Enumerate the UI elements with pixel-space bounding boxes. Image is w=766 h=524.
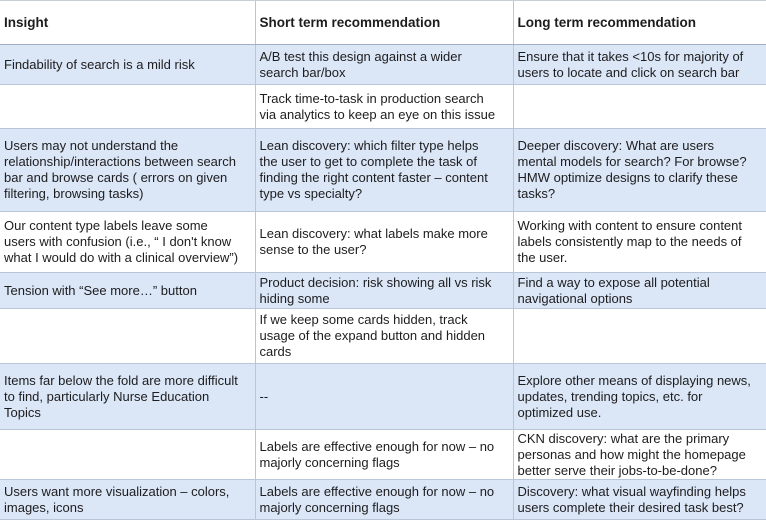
table-row xyxy=(0,212,766,273)
short-term-cell: Lean discovery: what labels make more sense to the user? xyxy=(255,212,513,273)
column-header-short-term: Short term recommendation xyxy=(255,1,513,45)
insight-cell xyxy=(0,85,255,129)
table-row xyxy=(0,364,766,430)
insight-cell xyxy=(0,309,255,364)
table-row xyxy=(0,85,766,129)
table-row xyxy=(0,129,766,212)
header-row xyxy=(0,1,766,45)
insight-cell: Users may not understand the relationship/interactions between search bar and browse cards ( errors on given filtering, browsing tasks) xyxy=(0,129,255,212)
insight-cell: Users want more visualization – colors, images, icons xyxy=(0,480,255,520)
short-term-cell: Track time-to-task in production search via analytics to keep an eye on this issue xyxy=(255,85,513,129)
insight-cell xyxy=(0,430,255,480)
table-row xyxy=(0,480,766,520)
short-term-cell: -- xyxy=(255,364,513,430)
long-term-cell xyxy=(513,309,766,364)
table-row xyxy=(0,430,766,480)
short-term-cell: Labels are effective enough for now – no majorly concerning flags xyxy=(255,480,513,520)
long-term-cell: Ensure that it takes <10s for majority of users to locate and click on search bar xyxy=(513,45,766,85)
short-term-cell: Product decision: risk showing all vs risk hiding some xyxy=(255,273,513,309)
long-term-cell: Working with content to ensure content labels consistently map to the needs of the user. xyxy=(513,212,766,273)
long-term-cell xyxy=(513,85,766,129)
long-term-cell: Explore other means of displaying news, updates, trending topics, etc. for optimized use. xyxy=(513,364,766,430)
short-term-cell: Labels are effective enough for now – no majorly concerning flags xyxy=(255,430,513,480)
column-header-insight: Insight xyxy=(0,1,255,45)
insight-cell: Tension with “See more…” button xyxy=(0,273,255,309)
short-term-cell: A/B test this design against a wider search bar/box xyxy=(255,45,513,85)
insight-cell: Items far below the fold are more difficult to find, particularly Nurse Education Topics xyxy=(0,364,255,430)
insight-cell: Findability of search is a mild risk xyxy=(0,45,255,85)
short-term-cell: Lean discovery: which filter type helps the user to get to complete the task of finding the right content faster – content type vs specialty? xyxy=(255,129,513,212)
table-row xyxy=(0,273,766,309)
table-row xyxy=(0,309,766,364)
long-term-cell: Discovery: what visual wayfinding helps users complete their desired task best? xyxy=(513,480,766,520)
long-term-cell: Deeper discovery: What are users mental models for search? For browse? HMW optimize designs to clarify these tasks? xyxy=(513,129,766,212)
short-term-cell: If we keep some cards hidden, track usage of the expand button and hidden cards xyxy=(255,309,513,364)
long-term-cell: Find a way to expose all potential navigational options xyxy=(513,273,766,309)
column-header-long-term: Long term recommendation xyxy=(513,1,766,45)
insight-cell: Our content type labels leave some users with confusion (i.e., “ I don't know what I would do with a clinical overview”) xyxy=(0,212,255,273)
long-term-cell: CKN discovery: what are the primary personas and how might the homepage better serve their jobs-to-be-done? xyxy=(513,430,766,480)
table-row xyxy=(0,45,766,85)
